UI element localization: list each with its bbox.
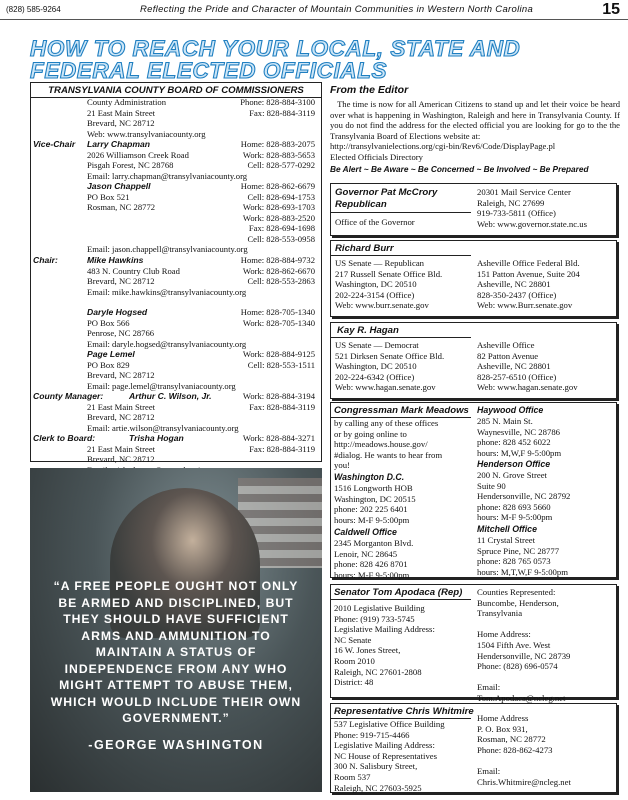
text-line: NC Senate	[334, 634, 372, 645]
text-line: Washington, DC 20515	[334, 493, 416, 504]
header-tagline: Reflecting the Pride and Character of Mountain Communities in Western North Carolina	[140, 4, 534, 15]
text-line: P. O. Box 931,	[477, 723, 528, 734]
county-line-manager: Brevard, NC 28712	[87, 412, 155, 422]
text-line: Room 2010	[334, 655, 375, 666]
text-line: MAINTAIN A STATUS OF	[95, 645, 257, 659]
hagan-dc-office	[335, 340, 444, 393]
county-phone-hogsed: Work: 828-705-1340	[242, 317, 315, 328]
county-name-hogsed: Daryle Hogsed	[87, 307, 148, 317]
text-line: you!	[334, 460, 350, 471]
county-line-lemel: PO Box 829	[87, 359, 130, 370]
burr-box	[330, 240, 617, 317]
hagan-box	[330, 322, 617, 399]
text-line: phone: 828 452 6022	[477, 437, 551, 448]
county-phone-chappell: Home: 828-862-6679	[240, 181, 315, 191]
text-line: 11 Crystal Street	[477, 535, 536, 545]
county-phone-vice_chair: Cell: 828-577-0292	[247, 160, 315, 170]
county-line-hogsed: Email: daryle.hogsed@transylvaniacounty.org	[87, 338, 247, 349]
county-phone-lemel: Work: 828-884-9125	[242, 349, 315, 359]
whitmire-legislative	[334, 719, 445, 793]
text-line: hours: M-F 9-5:00pm	[334, 514, 410, 525]
page-title	[30, 38, 620, 82]
text-line: Tom.Apodaca@ncleg.net	[477, 692, 566, 703]
county-line-chappell: PO Box 521	[87, 191, 130, 202]
text-line: 82 Patton Avenue	[477, 350, 539, 361]
text-line: MIGHT ATTEMPT TO ABUSE THEM,	[59, 678, 293, 692]
text-line: Web: www.hagan.senate.gov	[335, 382, 436, 393]
text-line: 537 Legislative Office Building	[334, 719, 445, 729]
county-line-chair: Email: mike.hawkins@transylvaniacounty.org	[87, 286, 247, 297]
county-phone-admin: Phone: 828-884-3100	[240, 97, 315, 107]
county-role-vice_chair: Vice-Chair	[33, 139, 76, 149]
text-line: http://meadows.house.gov/	[334, 439, 428, 450]
text-line: 217 Russell Senate Office Bld.	[335, 268, 443, 279]
county-line-manager: 21 East Main Street	[87, 401, 156, 412]
county-phone-chappell: Work: 828-693-1703	[242, 202, 315, 212]
washington-quote-image	[30, 468, 322, 792]
text-line: 202-224-6342 (Office)	[335, 371, 415, 382]
county-role-clerk: Clerk to Board:	[33, 433, 96, 443]
text-line: or by going online to	[334, 428, 407, 439]
text-line: hours: M-F 9-5:00pm	[334, 569, 410, 580]
editor-heading: From the Editor	[330, 84, 409, 96]
county-name-vice_chair: Larry Chapman	[87, 139, 151, 149]
text-line: Chris.Whitmire@ncleg.net	[477, 776, 571, 787]
text-line: 151 Patton Avenue, Suite 204	[477, 268, 580, 279]
county-line-vice_chair: Email: larry.chapman@transylvaniacounty.org	[87, 170, 248, 181]
text-line: phone: 828 765 0573	[477, 556, 551, 567]
meadows-haywood-label: Haywood Office	[477, 405, 544, 415]
burr-name: Richard Burr	[335, 243, 394, 254]
text-line: Asheville, NC 28801	[477, 361, 551, 372]
text-line: GOVERNMENT.”	[122, 711, 230, 725]
county-role-manager: County Manager:	[33, 391, 104, 401]
text-line: phone: 828 693 5660	[477, 501, 551, 512]
meadows-haywood-office	[477, 416, 561, 458]
text-line: Asheville Office Federal Bld.	[477, 258, 580, 268]
burr-dc-office	[335, 258, 442, 311]
text-line: Web: www.governor.state.nc.us	[477, 218, 587, 229]
meadows-henderson-office	[477, 470, 570, 523]
text-line: Legislative Mailing Address:	[334, 740, 435, 751]
county-phone-chair: Home: 828-884-9732	[240, 255, 315, 265]
page-header	[0, 0, 628, 20]
hagan-name: Kay R. Hagan	[337, 325, 399, 336]
county-line-manager: Email: artie.wilson@transylvaniacounty.org	[87, 422, 239, 433]
text-line: Washington, DC 20510	[335, 279, 417, 290]
text-line: Room 537	[334, 771, 371, 782]
governor-name: Governor Pat McCrory	[335, 187, 438, 198]
county-phone-hogsed: Home: 828-705-1340	[240, 307, 315, 317]
county-name-lemel: Page Lemel	[87, 349, 135, 359]
text-line: ARMS AND AMMUNITION TO	[81, 628, 271, 643]
whitmire-name: Representative Chris Whitmire	[334, 706, 474, 717]
text-line: hours: M-F 9-5:00pm	[477, 512, 553, 523]
text-line: #dialog. He wants to hear from	[334, 449, 443, 460]
quote-author: -GEORGE WASHINGTON	[88, 737, 264, 752]
county-line-lemel: Brevard, NC 28712	[87, 370, 155, 380]
apodaca-home	[477, 587, 570, 704]
governor-office: Office of the Governor	[335, 217, 415, 227]
county-phone-manager: Fax: 828-884-3119	[249, 401, 315, 412]
governor-contact	[477, 187, 587, 229]
text-line: 828-350-2437 (Office)	[477, 289, 557, 300]
county-line-chappell: Email: jason.chappell@transylvaniacounty.org	[87, 244, 248, 254]
text-line: Buncombe, Henderson,	[477, 597, 559, 608]
county-line-admin: County Administration	[87, 97, 167, 107]
text-line: Washington, DC 20510	[335, 361, 417, 372]
county-line-admin: Web: www.transylvaniacounty.org	[87, 128, 206, 139]
meadows-dc-office	[334, 483, 416, 525]
text-line: Lenoir, NC 28645	[334, 548, 398, 559]
text-line: 202-224-3154 (Office)	[335, 289, 415, 300]
editor-slogan: Be Alert ~ Be Aware ~ Be Concerned ~ Be Involved ~ Be Prepared	[330, 163, 589, 174]
text-line: Raleigh, NC 27601-2808	[334, 666, 422, 677]
county-board-section	[30, 82, 322, 462]
county-name-chair: Mike Hawkins	[87, 255, 144, 265]
county-phone-vice_chair: Home: 828-883-2075	[240, 139, 315, 149]
title-line-2: FEDERAL ELECTED OFFICIALS	[30, 58, 388, 83]
meadows-mitchell-label: Mitchell Office	[477, 524, 537, 534]
text-line: Email:	[477, 765, 501, 776]
text-line: NC House of Representatives	[334, 750, 438, 761]
apodaca-legislative	[334, 603, 435, 688]
county-line-chappell: Rosman, NC 28772	[87, 202, 156, 212]
text-line: phone: 202 225 6401	[334, 504, 408, 515]
text-line: by calling any of these offices	[334, 418, 439, 428]
whitmire-box	[330, 703, 617, 793]
county-line-lemel: Email: page.lemel@transylvaniacounty.org	[87, 380, 236, 391]
text-line: Web: www.hagan.senate.gov	[477, 382, 578, 393]
whitmire-home	[477, 713, 571, 787]
title-line-1: HOW TO REACH YOUR LOCAL, STATE AND	[30, 36, 521, 61]
county-line-hogsed: PO Box 566	[87, 317, 130, 328]
meadows-caldwell-office	[334, 538, 413, 580]
county-phone-chappell: Cell: 828-694-1753	[247, 191, 315, 202]
text-line: 1516 Longworth HOB	[334, 483, 413, 493]
text-line: “A FREE PEOPLE OUGHT NOT ONLY	[53, 579, 299, 593]
text-line: INDEPENDENCE FROM ANY WHO	[64, 661, 288, 676]
text-line: Raleigh, NC 27699	[477, 197, 545, 208]
text-line: Home Address	[477, 713, 529, 723]
county-phone-chair: Work: 828-862-6670	[242, 265, 315, 276]
quote-text	[34, 578, 318, 727]
text-line: Waynesville, NC 28786	[477, 426, 561, 437]
meadows-name: Congressman Mark Meadows	[334, 405, 469, 416]
burr-asheville-office	[477, 258, 580, 311]
text-line	[477, 672, 570, 683]
text-line: 521 Dirksen Senate Office Bld.	[335, 350, 445, 361]
text-line: 828-257-6510 (Office)	[477, 371, 557, 382]
text-line: 2010 Legislative Building	[334, 603, 425, 613]
county-line-chair: Brevard, NC 28712	[87, 276, 155, 286]
text-line: Suite 90	[477, 480, 506, 491]
text-line	[477, 619, 570, 630]
text-line: 20301 Mail Service Center	[477, 187, 571, 197]
county-board-heading: TRANSYLVANIA COUNTY BOARD OF COMMISSIONERS	[31, 85, 321, 98]
text-line: 1504 Fifth Ave. West	[477, 639, 551, 650]
editor-url[interactable]: http://transylvanielections.org/cgi-bin/Rev6/Code/DisplayPage.pl	[330, 141, 556, 152]
county-phone-chair: Cell: 828-553-2863	[247, 276, 315, 286]
county-name-clerk: Trisha Hogan	[129, 433, 184, 443]
washington-quote	[34, 578, 318, 753]
county-line-clerk: 21 East Main Street	[87, 443, 156, 454]
text-line: Email:	[477, 682, 501, 693]
text-line: Phone: 828-862-4273	[477, 744, 553, 755]
text-line: Raleigh, NC 27603-5925	[334, 782, 422, 793]
editor-note	[330, 84, 620, 174]
text-line: 300 N. Salisbury Street,	[334, 761, 418, 772]
county-phone-vice_chair: Work: 828-883-5653	[242, 149, 315, 160]
text-line: 285 N. Main St.	[477, 416, 533, 426]
county-phone-lemel: Cell: 828-553-1511	[247, 359, 315, 370]
apodaca-name: Senator Tom Apodaca (Rep)	[334, 587, 463, 598]
text-line: Web: www.burr.senate.gov	[335, 300, 429, 311]
text-line: hours: M,W,F 9-5:00pm	[477, 447, 562, 458]
county-phone-clerk: Fax: 828-884-3119	[249, 443, 315, 454]
page-number: 15	[602, 1, 620, 18]
county-line-clerk: Brevard, NC 28712	[87, 454, 155, 464]
meadows-henderson-label: Henderson Office	[477, 459, 551, 469]
text-line: BE ARMED AND DISCIPLINED, BUT	[58, 595, 294, 610]
text-line: WHICH WOULD INCLUDE THEIR OWN	[50, 694, 302, 709]
text-line: District: 48	[334, 677, 374, 688]
county-line-admin: Brevard, NC 28712	[87, 118, 155, 128]
governor-box	[330, 183, 617, 236]
text-line: US Senate — Democrat	[335, 340, 419, 350]
county-phone-manager: Work: 828-884-3194	[242, 391, 315, 401]
text-line: Counties Represented:	[477, 587, 556, 597]
meadows-dc-label: Washington D.C.	[334, 472, 405, 482]
meadows-box	[330, 402, 617, 578]
county-line-admin: 21 East Main Street	[87, 107, 156, 118]
county-phone-admin: Fax: 828-884-3119	[249, 107, 315, 118]
text-line: Transylvania	[477, 608, 523, 619]
text-line: Hendersonville, NC 28792	[477, 491, 571, 502]
county-phone-chappell: Work: 828-883-2520	[242, 212, 315, 223]
county-line-vice_chair: 2026 Williamson Creek Road	[87, 149, 189, 160]
text-line: 16 W. Jones Street,	[334, 645, 401, 656]
text-line: Spruce Pine, NC 28777	[477, 545, 560, 556]
text-line: 200 N. Grove Street	[477, 470, 547, 480]
text-line: Hendersonville, NC 28739	[477, 650, 571, 661]
header-phone: (828) 585-9264	[6, 5, 61, 14]
county-name-chappell: Jason Chappell	[87, 181, 151, 191]
text-line: Asheville, NC 28801	[477, 279, 551, 290]
county-role-chair: Chair:	[33, 255, 58, 265]
text-line: Web: www.Burr.senate.gov	[477, 300, 573, 311]
county-line-chair: 483 N. Country Club Road	[87, 265, 180, 276]
meadows-caldwell-label: Caldwell Office	[334, 527, 397, 537]
county-phone-clerk: Work: 828-884-3271	[242, 433, 315, 443]
text-line	[477, 755, 571, 766]
text-line: Legislative Mailing Address:	[334, 624, 435, 635]
hagan-asheville-office	[477, 340, 578, 393]
governor-party: Republican	[335, 199, 387, 210]
text-line: Phone: (919) 733-5745	[334, 613, 415, 624]
text-line: 2345 Morganton Blvd.	[334, 538, 414, 548]
meadows-mitchell-office	[477, 535, 568, 577]
county-phone-chappell: Fax: 828-694-1698	[248, 223, 315, 233]
text-line: Phone: (828) 696-0574	[477, 661, 558, 672]
editor-body: The time is now for all American Citizens to stand up and let their voice be heard over what is happening in Washington, Raleigh and here in Transylvania County. If you do not find the address for the elected official you are looking for go to the the Transylvania Board of Elections website at: http://transylvanielections.org/cgi-bin/Rev6/Code/DisplayPage.pl Elected Officials Directory	[330, 99, 620, 162]
text-line: Asheville Office	[477, 340, 535, 350]
text-line: THEY SHOULD HAVE SUFFICIENT	[63, 612, 289, 626]
text-line: phone: 828 426 8701	[334, 559, 408, 570]
county-name-manager: Arthur C. Wilson, Jr.	[129, 391, 212, 401]
meadows-intro	[334, 418, 442, 471]
text-line: Home Address:	[477, 629, 531, 640]
editor-url-label: Elected Officials Directory	[330, 151, 423, 162]
county-line-hogsed: Penrose, NC 28766	[87, 328, 155, 338]
text-line: 919-733-5811 (Office)	[477, 208, 556, 219]
text-line: Rosman, NC 28772	[477, 734, 546, 745]
apodaca-box	[330, 584, 617, 703]
county-phone-chappell: Cell: 828-553-0958	[247, 233, 315, 244]
county-line-vice_chair: Pisgah Forest, NC 28768	[87, 160, 174, 170]
text-line: US Senate — Republican	[335, 258, 425, 268]
text-line: Phone: 919-715-4466	[334, 729, 410, 740]
text-line: hours: M,T,W,F 9-5:00pm	[477, 566, 568, 577]
